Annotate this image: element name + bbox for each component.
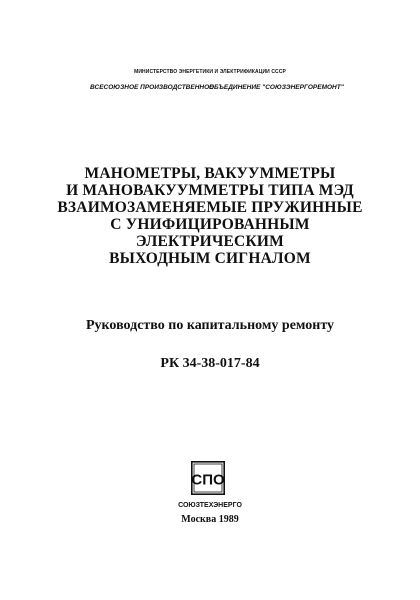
document-subtitle: Руководство по капитальному ремонту: [85, 318, 335, 333]
title-line: ВЗАИМОЗАМЕНЯЕМЫЕ ПРУЖИННЫЕ: [57, 199, 363, 216]
title-line: С УНИФИЦИРОВАННЫМ: [110, 216, 310, 233]
document-title: [40, 165, 380, 267]
logo-text: СПО: [191, 471, 225, 489]
organization-name-left: ВСЕСОЮЗНОЕ ПРОИЗВОДСТВЕННОЕ: [90, 84, 214, 91]
publisher-logo-icon: [191, 461, 225, 495]
title-line: МАНОМЕТРЫ, ВАКУУММЕТРЫ: [84, 165, 336, 182]
ministry-line: МИНИСТЕРСТВО ЭНЕРГЕТИКИ И ЭЛЕКТРИФИКАЦИИ СССР: [134, 69, 286, 75]
organization-name-right: ОБЪЕДИНЕНИЕ "СОЮЗЭНЕРГОРЕМОНТ": [209, 84, 344, 91]
title-line: ВЫХОДНЫМ СИГНАЛОМ: [109, 250, 311, 267]
title-line: ЭЛЕКТРИЧЕСКИМ: [136, 233, 284, 250]
document-code: РК 34-38-017-84: [160, 356, 260, 371]
title-line: И МАНОВАКУУММЕТРЫ ТИПА МЭД: [66, 182, 354, 199]
imprint-city-year: Москва 1989: [181, 514, 239, 525]
publisher-name: СОЮЗТЕХЭНЕРГО: [178, 502, 242, 509]
